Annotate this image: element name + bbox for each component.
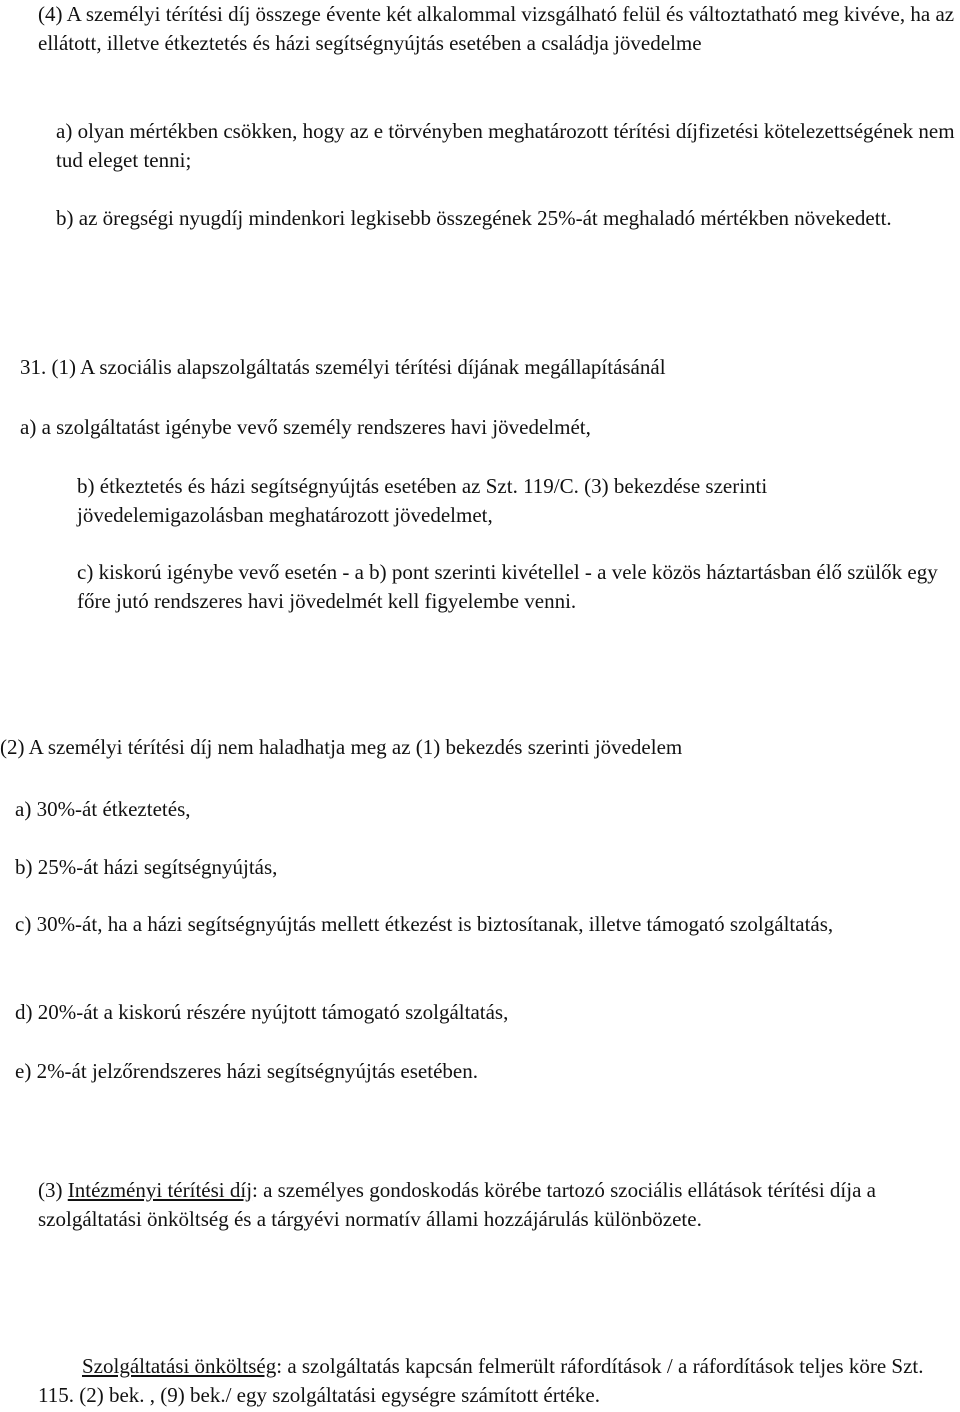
p3-prefix: (3) [38,1178,68,1202]
s31-item-c: c) kiskorú igénybe vevő esetén - a b) pont szerinti kivétellel - a vele közös háztartásban élő szülők egy főre jutó rendszeres havi jövedelmét kell figyelembe venni. [77,560,938,613]
p2-item-c: c) 30%-át, ha a házi segítségnyújtás mellett étkezést is biztosítanak, illetve támogató szolgáltatás, [15,912,834,936]
definition-paragraph [38,1352,956,1410]
p4-item-a: a) olyan mértékben csökken, hogy az e törvényben meghatározott térítési díjfizetési kötelezettségének nem tud eleget tenni; [56,119,955,172]
s31-heading: 31. (1) A szociális alapszolgáltatás személyi térítési díjának megállapításánál [20,355,666,379]
p2-item-a: a) 30%-át étkeztetés, [15,797,191,821]
s31-item-a: a) a szolgáltatást igénybe vevő személy rendszeres havi jövedelmét, [20,415,591,439]
p4-intro: (4) A személyi térítési díj összege évente két alkalommal vizsgálható felül és változtatható meg kivéve, ha az ellátott, illetve étkeztetés és házi segítségnyújtás esetében a családja jövedelme [38,2,955,55]
p2-item-d: d) 20%-át a kiskorú részére nyújtott támogató szolgáltatás, [15,1000,509,1024]
s31-item-b: b) étkeztetés és házi segítségnyújtás esetében az Szt. 119/C. (3) bekezdése szerinti jövedelemigazolásban meghatározott jövedelmet, [77,474,768,527]
p3-term: Intézményi térítési díj [67,1178,253,1202]
definition-term: Szolgáltatási önköltség [82,1354,277,1378]
p2-item-e: e) 2%-át jelzőrendszeres házi segítségnyújtás esetében. [15,1059,478,1083]
definition-rest: : a szolgáltatás kapcsán felmerült ráfordítások / a ráfordítások teljes köre Szt. 115. (2) bek. , (9) bek./ egy szolgáltatási egységre számított értéke. [38,1354,924,1407]
p3-rest: : a személyes gondoskodás körébe tartozó szociális ellátások térítési díja a szolgáltatási önköltség és a tárgyévi normatív állami hozzájárulás különbözete. [38,1178,876,1231]
p2-intro: (2) A személyi térítési díj nem haladhatja meg az (1) bekezdés szerinti jövedelem [0,735,683,759]
p2-item-b: b) 25%-át házi segítségnyújtás, [15,855,278,879]
p4-item-b: b) az öregségi nyugdíj mindenkori legkisebb összegének 25%-át meghaladó mértékben növekedett. [56,206,892,230]
p3-paragraph [38,1176,948,1234]
